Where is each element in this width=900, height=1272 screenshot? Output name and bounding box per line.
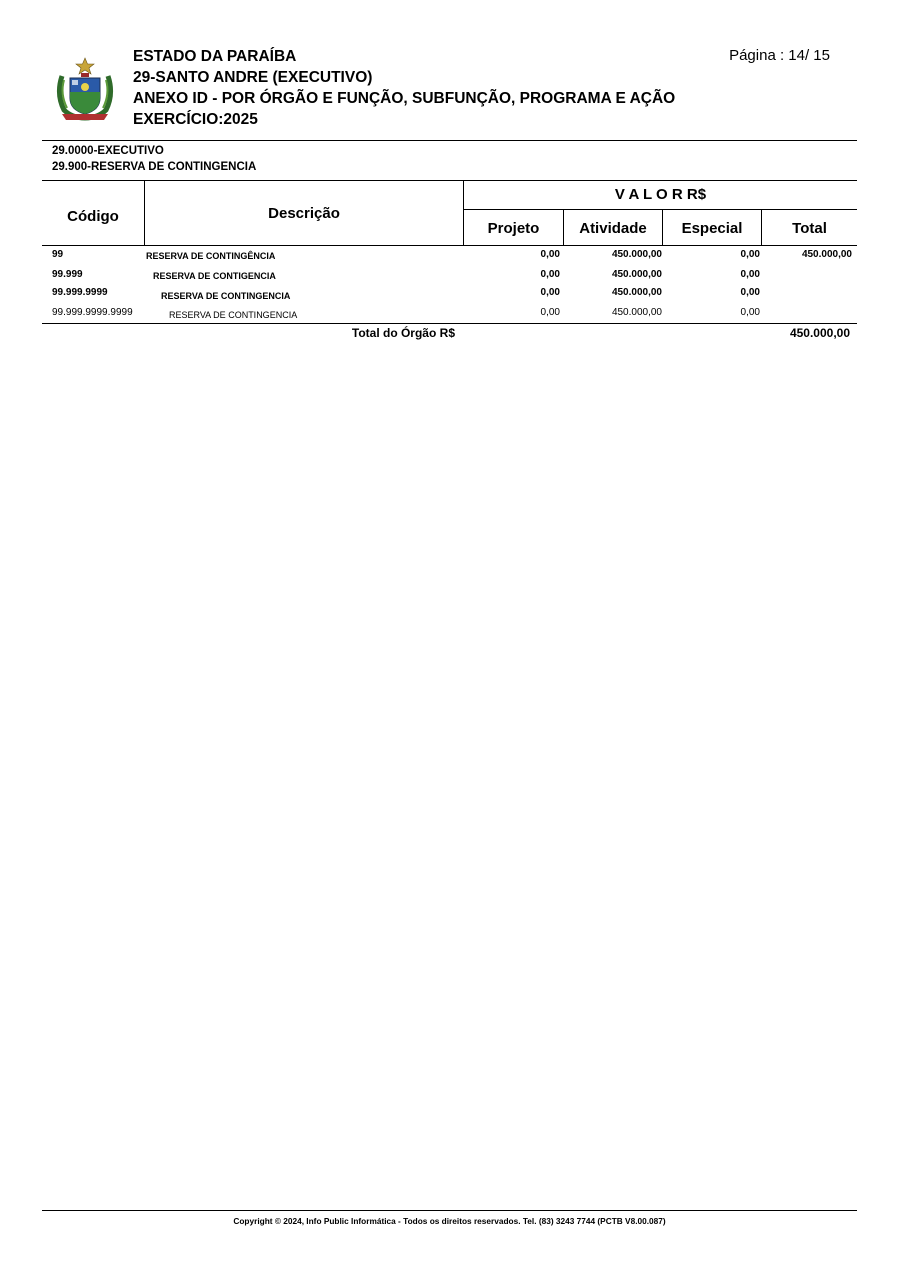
- copyright-text: Copyright © 2024, Info Public Informática - Todos os direitos reservados. Tel. (83) 3243 7744 (PCTB V8.00.087): [233, 1216, 666, 1226]
- exercise-title: EXERCÍCIO:2025: [133, 111, 258, 128]
- row-description: RESERVA DE CONTINGÊNCIA: [146, 251, 276, 261]
- row-especial: 0,00: [740, 269, 760, 280]
- table-row: [0, 248, 900, 266]
- header-atividade: Atividade: [579, 220, 647, 237]
- total-label: Total do Órgão R$: [351, 326, 455, 340]
- row-code: 99.999: [52, 269, 83, 280]
- row-projeto: 0,00: [540, 269, 560, 280]
- page-number: Página : 14/ 15: [729, 47, 830, 64]
- row-description: RESERVA DE CONTINGENCIA: [161, 291, 291, 301]
- entity-title: 29-SANTO ANDRE (EXECUTIVO): [133, 69, 373, 86]
- header-descricao: Descrição: [268, 205, 340, 222]
- table-top-rule: [42, 180, 857, 181]
- orgao-code: 29.0000-EXECUTIVO: [52, 145, 164, 157]
- row-projeto: 0,00: [540, 287, 560, 298]
- row-especial: 0,00: [740, 249, 760, 260]
- coat-of-arms-icon: [54, 56, 116, 122]
- row-projeto: 0,00: [540, 307, 560, 318]
- row-description: RESERVA DE CONTIGENCIA: [153, 271, 276, 281]
- header-codigo: Código: [67, 208, 119, 225]
- header-divider: [42, 140, 857, 141]
- row-atividade: 450.000,00: [611, 287, 662, 298]
- row-description: RESERVA DE CONTINGENCIA: [169, 310, 298, 320]
- row-code: 99.999.9999.9999: [52, 307, 133, 318]
- table-row: [0, 286, 900, 304]
- unidade-code: 29.900-RESERVA DE CONTINGENCIA: [52, 161, 257, 173]
- header-projeto: Projeto: [487, 220, 540, 237]
- row-atividade: 450.000,00: [611, 307, 662, 318]
- total-row: [0, 326, 900, 342]
- table-header-bottom-rule: [42, 245, 857, 246]
- valor-divider: [463, 209, 857, 210]
- row-atividade: 450.000,00: [611, 269, 662, 280]
- header-total: Total: [792, 220, 827, 237]
- row-code: 99: [52, 249, 64, 260]
- row-atividade: 450.000,00: [611, 249, 662, 260]
- table-row: [0, 306, 900, 324]
- row-especial: 0,00: [740, 307, 760, 318]
- row-code: 99.999.9999: [52, 287, 108, 298]
- row-projeto: 0,00: [540, 249, 560, 260]
- header-valor: V A L O R R$: [614, 186, 707, 203]
- header-especial: Especial: [681, 220, 743, 237]
- state-title: ESTADO DA PARAÍBA: [133, 48, 297, 65]
- row-especial: 0,00: [740, 287, 760, 298]
- table-row: [0, 268, 900, 286]
- total-rule: [42, 323, 857, 324]
- total-value: 450.000,00: [789, 326, 850, 340]
- footer-divider: [42, 1210, 857, 1211]
- annex-title: ANEXO ID - POR ÓRGÃO E FUNÇÃO, SUBFUNÇÃO, PROGRAMA E AÇÃO: [133, 90, 676, 107]
- row-total: 450.000,00: [801, 249, 852, 260]
